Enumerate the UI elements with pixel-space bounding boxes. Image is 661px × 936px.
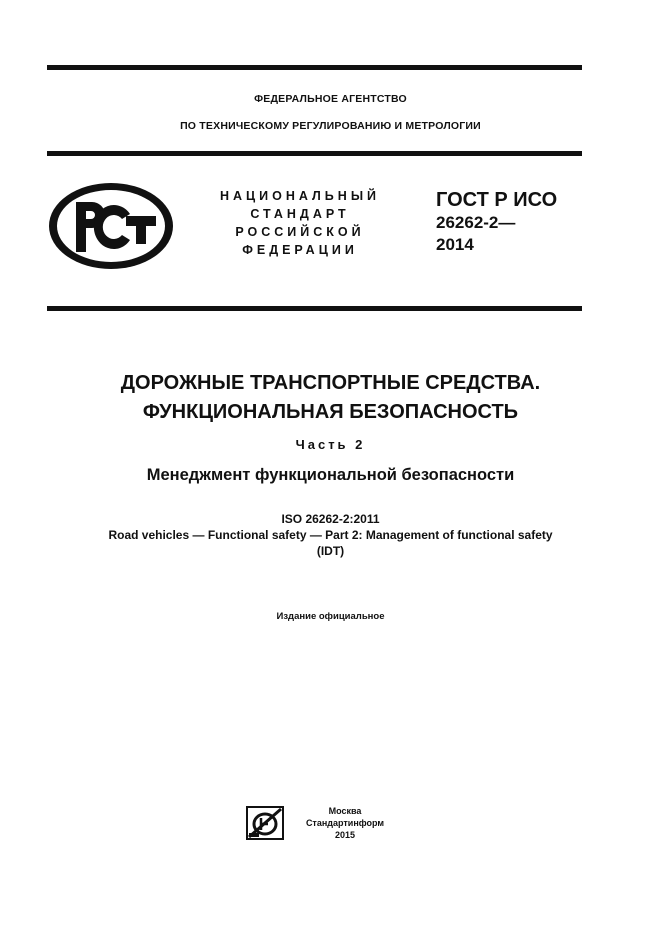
iso-english-title: Road vehicles — Functional safety — Part 2: Management of functional safety <box>108 528 553 542</box>
publisher-name: Стандартинформ <box>305 818 385 828</box>
iso-equivalence: (IDT) <box>316 544 345 558</box>
title-line-1: ДОРОЖНЫЕ ТРАНСПОРТНЫЕ СРЕДСТВА. <box>120 372 541 394</box>
publisher-block <box>290 805 400 841</box>
agency-line-1: ФЕДЕРАЛЬНОЕ АГЕНТСТВО <box>254 93 407 105</box>
top-rule <box>47 65 582 70</box>
national-line-3: РОССИЙСКОЙ <box>235 225 365 239</box>
block-rule <box>47 306 582 311</box>
title-line-2: ФУНКЦИОНАЛЬНАЯ БЕЗОПАСНОСТЬ <box>142 401 519 423</box>
national-line-4: ФЕДЕРАЦИИ <box>242 243 358 257</box>
publisher-city: Москва <box>328 806 362 816</box>
standard-designation <box>436 188 557 256</box>
header-rule <box>47 151 582 156</box>
designation-line-1: ГОСТ Р ИСО <box>436 189 558 211</box>
standartinform-logo-icon <box>246 806 284 840</box>
national-standard-label <box>210 187 390 259</box>
designation-year: 2014 <box>436 235 474 254</box>
part-label: Часть 2 <box>295 437 366 452</box>
national-line-2: СТАНДАРТ <box>250 207 350 221</box>
iso-code: ISO 26262-2:2011 <box>281 512 380 526</box>
national-line-1: НАЦИОНАЛЬНЫЙ <box>219 189 381 203</box>
subtitle: Менеджмент функциональной безопасности <box>146 466 515 484</box>
rst-emblem-icon <box>46 180 176 272</box>
agency-line-2: ПО ТЕХНИЧЕСКОМУ РЕГУЛИРОВАНИЮ И МЕТРОЛОГИИ <box>180 120 481 132</box>
edition-label: Издание официальное <box>276 611 385 622</box>
publisher-year: 2015 <box>334 830 356 840</box>
designation-line-2: 26262-2— <box>436 213 516 232</box>
